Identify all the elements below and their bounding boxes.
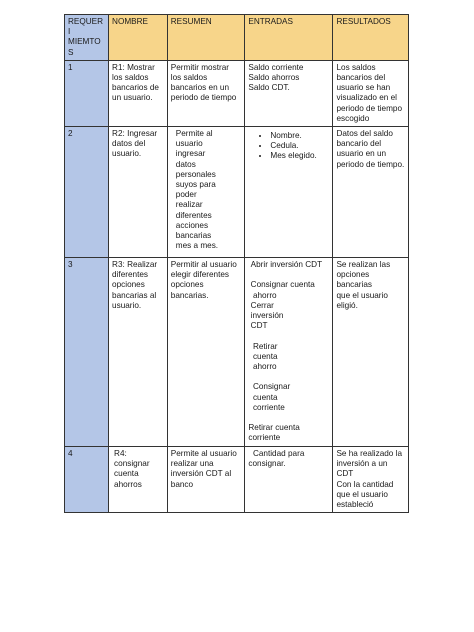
cell-nombre-text: R4: consignar cuenta ahorros	[114, 449, 150, 489]
cell-entradas-text: Saldo corriente Saldo ahorros Saldo CDT.	[248, 62, 304, 93]
header-nombre: NOMBRE	[109, 15, 168, 61]
cell-resumen	[167, 258, 245, 447]
requirements-table	[64, 14, 409, 513]
cell-resultados	[333, 258, 409, 447]
cell-resumen	[167, 447, 245, 513]
list-item: • Nombre.	[270, 131, 329, 141]
table-row	[65, 127, 409, 258]
cell-resultados	[333, 447, 409, 513]
header-resumen: RESUMEN	[167, 15, 245, 61]
table-row	[65, 447, 409, 513]
cell-resultados-text: Se realizan las opciones bancarias que el usuario eligió.	[336, 260, 391, 310]
cell-entradas	[245, 447, 333, 513]
cell-nombre	[109, 127, 168, 258]
cell-resumen-text: Permite al usuario ingresar datos personales suyos para poder realizar diferentes acciones bancarias mes a mes.	[175, 129, 219, 251]
list-item: • Mes elegido.	[270, 151, 329, 161]
cell-resultados-text: Los saldos bancarios del usuario se han visualizado en el periodo de tiempo escogido	[336, 62, 403, 123]
cell-resumen	[167, 127, 245, 258]
cell-nombre-text: R2: Ingresar datos del usuario.	[112, 129, 158, 159]
cell-resultados	[333, 60, 409, 126]
cell-nombre	[109, 60, 168, 126]
cell-resultados-text: Se ha realizado la inversión a un CDT Con la cantidad que el usuario estableció	[336, 449, 403, 510]
cell-entradas-text: Cantidad para consignar.	[248, 449, 305, 469]
header-resultados: RESULTADOS	[333, 15, 409, 61]
row-id: 3	[65, 258, 109, 447]
cell-entradas	[245, 127, 333, 258]
row-id: 4	[65, 447, 109, 513]
header-requerimientos: REQUERI MIEMTOS	[65, 15, 109, 61]
cell-nombre	[109, 447, 168, 513]
row-id: 2	[65, 127, 109, 258]
entradas-bullet-list	[248, 131, 329, 162]
table-row	[65, 258, 409, 447]
cell-nombre-text: R3: Realizar diferentes opciones bancarias al usuario.	[112, 260, 158, 310]
cell-resultados	[333, 127, 409, 258]
cell-resumen-text: Permite al usuario realizar una inversión CDT al banco	[170, 449, 237, 489]
cell-resumen	[167, 60, 245, 126]
cell-resumen-text: Permitir al usuario elegir diferentes opciones bancarias.	[170, 260, 237, 300]
header-entradas: ENTRADAS	[245, 15, 333, 61]
list-item: • Cedula.	[270, 141, 329, 151]
cell-entradas	[245, 258, 333, 447]
table-row	[65, 60, 409, 126]
table-header-row	[65, 15, 409, 61]
cell-nombre	[109, 258, 168, 447]
cell-resultados-text: Datos del saldo bancario del usuario en un periodo de tiempo.	[336, 129, 405, 169]
row-id: 1	[65, 60, 109, 126]
cell-entradas-text: Abrir inversión CDT Consignar cuenta ahorro Cerrar inversión CDT Retirar cuenta ahorro Consignar cuenta corriente Retirar cuenta corriente	[248, 260, 323, 443]
cell-entradas	[245, 60, 333, 126]
cell-resumen-text: Permitir mostrar los saldos bancarios en un periodo de tiempo	[170, 62, 237, 103]
cell-nombre-text: R1: Mostrar los saldos bancarios de un usuario.	[112, 62, 159, 103]
